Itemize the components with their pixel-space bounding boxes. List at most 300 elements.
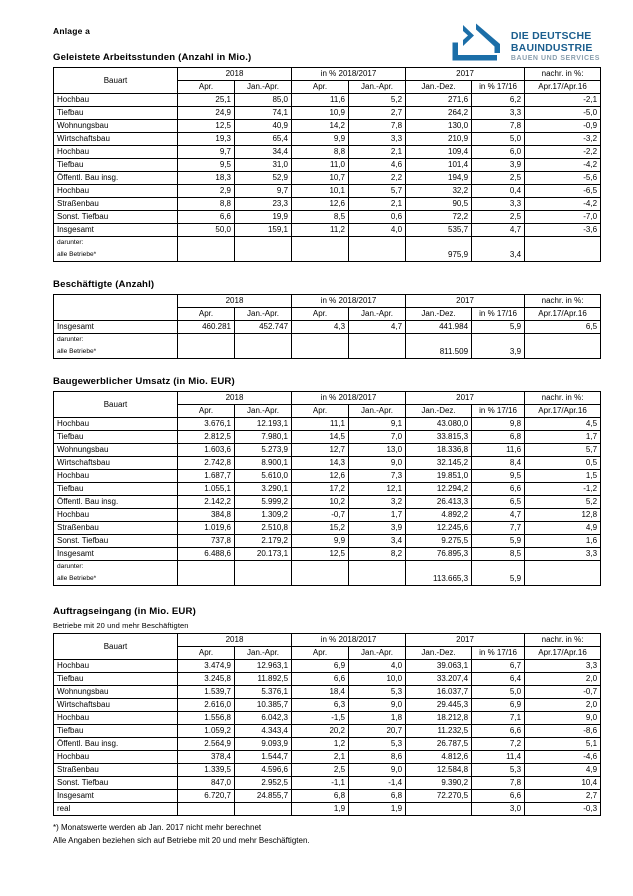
table-header-row-1 — [54, 68, 601, 81]
header-bauart: Bauart — [54, 68, 178, 94]
cell-value: 5,1 — [525, 738, 601, 751]
cell-value: 6,3 — [292, 699, 349, 712]
row-label: Tiefbau — [54, 107, 178, 120]
table-row-darunter — [54, 237, 601, 262]
cell-value: 5,9 — [472, 321, 525, 334]
header-nachr: nachr. in %: — [525, 392, 601, 405]
cell-value: 72,2 — [406, 211, 472, 224]
cell-value: 8,4 — [472, 457, 525, 470]
cell-value: 72.270,5 — [406, 790, 472, 803]
row-label: Wirtschaftsbau — [54, 699, 178, 712]
cell-value: -5,0 — [525, 107, 601, 120]
header-nachr: nachr. in %: — [525, 634, 601, 647]
section-subtitle: Betriebe mit 20 und mehr Beschäftigten — [53, 621, 189, 630]
cell-value: 7,3 — [349, 470, 406, 483]
cell-value: 1,7 — [525, 431, 601, 444]
footnote-2: Alle Angaben beziehen sich auf Betriebe mit 20 und mehr Beschäftigten. — [53, 836, 310, 845]
cell-value: 4,3 — [292, 321, 349, 334]
table-row — [54, 509, 601, 522]
cell-value: -4,2 — [525, 159, 601, 172]
cell-value: 6,6 — [472, 483, 525, 496]
table-row — [54, 470, 601, 483]
cell-value: 4.596,6 — [235, 764, 292, 777]
cell-value: 3,4 — [349, 535, 406, 548]
cell-value: 4,6 — [349, 159, 406, 172]
header-jandez-2017: Jan.-Dez. — [406, 81, 472, 94]
table-row — [54, 146, 601, 159]
cell-value: 11.892,5 — [235, 673, 292, 686]
cell-value: 17,2 — [292, 483, 349, 496]
cell-value: 5,7 — [349, 185, 406, 198]
cell-value: 1.055,1 — [178, 483, 235, 496]
header-apr17-apr16: Apr.17/Apr.16 — [525, 81, 601, 94]
header-empty — [54, 295, 178, 321]
cell-value: 101,4 — [406, 159, 472, 172]
cell-value: 3,3 — [472, 198, 525, 211]
row-label: Hochbau — [54, 470, 178, 483]
cell-value: 159,1 — [235, 224, 292, 237]
row-label: Insgesamt — [54, 224, 178, 237]
cell-value: 2,9 — [178, 185, 235, 198]
cell-value — [178, 803, 235, 816]
row-label: Hochbau — [54, 418, 178, 431]
table-row — [54, 198, 601, 211]
table-row — [54, 699, 601, 712]
header-2017: 2017 — [406, 392, 525, 405]
table-row — [54, 660, 601, 673]
cell-value: -2,2 — [525, 146, 601, 159]
row-label: Straßenbau — [54, 198, 178, 211]
cell-value: 20,7 — [349, 725, 406, 738]
cell-value: 5.376,1 — [235, 686, 292, 699]
cell-value: 1,9 — [292, 803, 349, 816]
header-nachr: nachr. in %: — [525, 295, 601, 308]
cell-value: 4.892,2 — [406, 509, 472, 522]
attachment-label: Anlage a — [53, 26, 91, 36]
cell-value — [235, 803, 292, 816]
cell-value: 10,9 — [292, 107, 349, 120]
cell-value: 6,6 — [292, 673, 349, 686]
cell-value: 26.787,5 — [406, 738, 472, 751]
section-title: Baugewerblicher Umsatz (in Mio. EUR) — [53, 376, 235, 387]
cell-value: -4,2 — [525, 198, 601, 211]
header-janapr-2018: Jan.-Apr. — [235, 81, 292, 94]
table-row — [54, 418, 601, 431]
cell-value: 3,2 — [349, 496, 406, 509]
header-apr17-apr16: Apr.17/Apr.16 — [525, 647, 601, 660]
cell-value — [525, 334, 601, 359]
cell-value: 1,7 — [349, 509, 406, 522]
cell-value: 130,0 — [406, 120, 472, 133]
header-janapr-2018: Jan.-Apr. — [235, 647, 292, 660]
row-label: Sonst. Tiefbau — [54, 535, 178, 548]
cell-value: 18,3 — [178, 172, 235, 185]
row-label: Öffentl. Bau insg. — [54, 738, 178, 751]
cell-value: 5,3 — [349, 738, 406, 751]
table-row-total — [54, 790, 601, 803]
cell-value: 7.980,1 — [235, 431, 292, 444]
row-label: Straßenbau — [54, 764, 178, 777]
row-label: darunter: alle Betriebe* — [54, 237, 178, 262]
cell-value: 6,9 — [292, 660, 349, 673]
cell-value: 12.294,2 — [406, 483, 472, 496]
cell-value: 6,8 — [472, 431, 525, 444]
cell-value: 10,1 — [292, 185, 349, 198]
header-nachr: nachr. in %: — [525, 68, 601, 81]
company-logo — [447, 22, 600, 64]
section-title: Beschäftigte (Anzahl) — [53, 279, 155, 290]
cell-value: 65,4 — [235, 133, 292, 146]
cell-value: 12.193,1 — [235, 418, 292, 431]
cell-value: 9,5 — [472, 470, 525, 483]
table-row — [54, 457, 601, 470]
cell-value: 2.179,2 — [235, 535, 292, 548]
cell-value: 12,6 — [292, 470, 349, 483]
cell-value: 6,4 — [472, 673, 525, 686]
cell-value: 18,4 — [292, 686, 349, 699]
cell-value: 3,3 — [525, 548, 601, 561]
cell-value: -4,6 — [525, 751, 601, 764]
cell-value: 5,9 — [472, 535, 525, 548]
table-row — [54, 496, 601, 509]
table-row — [54, 107, 601, 120]
header-apr-2018: Apr. — [178, 405, 235, 418]
cell-value: 1.539,7 — [178, 686, 235, 699]
header-apr-2018: Apr. — [178, 81, 235, 94]
logo-wordmark — [511, 22, 600, 64]
header-apr-pct: Apr. — [292, 81, 349, 94]
cell-value: 1.059,2 — [178, 725, 235, 738]
cell-value: 19.851,0 — [406, 470, 472, 483]
header-pct-17-16: in % 17/16 — [472, 405, 525, 418]
cell-value: 40,9 — [235, 120, 292, 133]
header-apr-pct: Apr. — [292, 647, 349, 660]
header-jandez-2017: Jan.-Dez. — [406, 647, 472, 660]
cell-value: 11.232,5 — [406, 725, 472, 738]
cell-value — [525, 237, 601, 262]
table-row — [54, 738, 601, 751]
cell-value: -6,5 — [525, 185, 601, 198]
cell-value: 76.895,3 — [406, 548, 472, 561]
cell-value: 4,7 — [349, 321, 406, 334]
row-label: Öffentl. Bau insg. — [54, 496, 178, 509]
table-row-darunter — [54, 561, 601, 586]
cell-value: 2,1 — [349, 198, 406, 211]
cell-value: 4,7 — [472, 224, 525, 237]
cell-value: 5.273,9 — [235, 444, 292, 457]
cell-value: 271,6 — [406, 94, 472, 107]
cell-value: -0,7 — [292, 509, 349, 522]
cell-value: 1,2 — [292, 738, 349, 751]
table-umsatz — [53, 391, 601, 586]
cell-value: 384,8 — [178, 509, 235, 522]
header-apr-2018: Apr. — [178, 647, 235, 660]
header-jandez-2017: Jan.-Dez. — [406, 308, 472, 321]
cell-value: 6.042,3 — [235, 712, 292, 725]
cell-value: 3,4 — [472, 237, 525, 262]
cell-value: 9,0 — [349, 699, 406, 712]
cell-value: 0,5 — [525, 457, 601, 470]
section-beschaeftigte — [0, 279, 633, 359]
cell-value: 1.556,8 — [178, 712, 235, 725]
cell-value: 847,0 — [178, 777, 235, 790]
cell-value: 34,4 — [235, 146, 292, 159]
cell-value: 4.812,6 — [406, 751, 472, 764]
table-row — [54, 211, 601, 224]
table-row — [54, 483, 601, 496]
cell-value: 8.900,1 — [235, 457, 292, 470]
cell-value: 10,2 — [292, 496, 349, 509]
cell-value: -0,7 — [525, 686, 601, 699]
cell-value: 6.488,6 — [178, 548, 235, 561]
cell-value: 0,4 — [472, 185, 525, 198]
table-body — [54, 660, 601, 816]
table-row-total — [54, 548, 601, 561]
cell-value: 16.037,7 — [406, 686, 472, 699]
table-row — [54, 172, 601, 185]
header-2018: 2018 — [178, 392, 292, 405]
footnotes — [0, 816, 633, 847]
cell-value: 4,7 — [472, 509, 525, 522]
cell-value: 113.665,3 — [406, 561, 472, 586]
cell-value — [349, 237, 406, 262]
cell-value: 6,5 — [472, 496, 525, 509]
cell-value: 2,5 — [472, 211, 525, 224]
cell-value: 6,9 — [472, 699, 525, 712]
table-row — [54, 444, 601, 457]
cell-value: 1.339,5 — [178, 764, 235, 777]
cell-value: -1,4 — [349, 777, 406, 790]
cell-value: 3,0 — [472, 803, 525, 816]
cell-value — [349, 561, 406, 586]
header-janapr-2018: Jan.-Apr. — [235, 308, 292, 321]
row-label: Insgesamt — [54, 548, 178, 561]
cell-value — [406, 803, 472, 816]
footnote-1: *) Monatswerte werden ab Jan. 2017 nicht mehr berechnet — [53, 823, 262, 832]
cell-value: -3,2 — [525, 133, 601, 146]
section-auftragseingang — [0, 606, 633, 816]
cell-value: 14,3 — [292, 457, 349, 470]
table-row-real — [54, 803, 601, 816]
cell-value: 31,0 — [235, 159, 292, 172]
cell-value: 23,3 — [235, 198, 292, 211]
cell-value: 1.544,7 — [235, 751, 292, 764]
cell-value: 3,9 — [472, 334, 525, 359]
cell-value: 52,9 — [235, 172, 292, 185]
cell-value: 811.509 — [406, 334, 472, 359]
cell-value: 9,0 — [525, 712, 601, 725]
cell-value: 12,5 — [178, 120, 235, 133]
logo-line-1: DIE DEUTSCHE — [510, 30, 592, 42]
cell-value — [178, 237, 235, 262]
cell-value: 29.445,3 — [406, 699, 472, 712]
header-apr-2018: Apr. — [178, 308, 235, 321]
cell-value: -1,2 — [525, 483, 601, 496]
cell-value: 19,9 — [235, 211, 292, 224]
header-apr17-apr16: Apr.17/Apr.16 — [525, 405, 601, 418]
cell-value: 7,7 — [472, 522, 525, 535]
cell-value: 1.603,6 — [178, 444, 235, 457]
cell-value: 32.145,2 — [406, 457, 472, 470]
cell-value: -0,3 — [525, 803, 601, 816]
cell-value: 2.510,8 — [235, 522, 292, 535]
cell-value: 3,3 — [349, 133, 406, 146]
cell-value: 20,2 — [292, 725, 349, 738]
cell-value: 10,0 — [349, 673, 406, 686]
cell-value: 6,2 — [472, 94, 525, 107]
cell-value: 25,1 — [178, 94, 235, 107]
table-row — [54, 751, 601, 764]
cell-value: 460.281 — [178, 321, 235, 334]
cell-value: 109,4 — [406, 146, 472, 159]
cell-value: 7,2 — [472, 738, 525, 751]
cell-value: 13,0 — [349, 444, 406, 457]
cell-value: 5,0 — [472, 133, 525, 146]
cell-value: 85,0 — [235, 94, 292, 107]
cell-value — [525, 561, 601, 586]
cell-value: 8,2 — [349, 548, 406, 561]
cell-value: -1,1 — [292, 777, 349, 790]
row-label: darunter: alle Betriebe* — [54, 561, 178, 586]
table-row — [54, 431, 601, 444]
header-pct-2018-2017: in % 2018/2017 — [292, 295, 406, 308]
cell-value: 18.336,8 — [406, 444, 472, 457]
cell-value: 18.212,8 — [406, 712, 472, 725]
cell-value: 1.687,7 — [178, 470, 235, 483]
cell-value: 24,9 — [178, 107, 235, 120]
cell-value — [235, 237, 292, 262]
cell-value: 43.080,0 — [406, 418, 472, 431]
row-label: Sonst. Tiefbau — [54, 211, 178, 224]
row-label: real — [54, 803, 178, 816]
cell-value: 5,7 — [525, 444, 601, 457]
row-label: Hochbau — [54, 146, 178, 159]
cell-value: 32,2 — [406, 185, 472, 198]
header-2017: 2017 — [406, 68, 525, 81]
cell-value: 3.676,1 — [178, 418, 235, 431]
cell-value: 441.984 — [406, 321, 472, 334]
cell-value: 7,1 — [472, 712, 525, 725]
table-row-total — [54, 321, 601, 334]
cell-value: 8,5 — [472, 548, 525, 561]
cell-value: 9,9 — [292, 535, 349, 548]
row-label: Tiefbau — [54, 159, 178, 172]
cell-value: 4,5 — [525, 418, 601, 431]
cell-value: 0,6 — [349, 211, 406, 224]
cell-value: 2,0 — [525, 673, 601, 686]
header-2018: 2018 — [178, 68, 292, 81]
cell-value: -5,6 — [525, 172, 601, 185]
table-row — [54, 185, 601, 198]
table-row-total — [54, 224, 601, 237]
cell-value: 452.747 — [235, 321, 292, 334]
cell-value: 11,6 — [292, 94, 349, 107]
cell-value: 6,5 — [525, 321, 601, 334]
header-apr17-apr16: Apr.17/Apr.16 — [525, 308, 601, 321]
cell-value: 5,3 — [349, 686, 406, 699]
row-label: Hochbau — [54, 751, 178, 764]
table-row — [54, 522, 601, 535]
cell-value: -3,6 — [525, 224, 601, 237]
cell-value: 6,6 — [178, 211, 235, 224]
cell-value: 2.564,9 — [178, 738, 235, 751]
header-jandez-2017: Jan.-Dez. — [406, 405, 472, 418]
cell-value: 12,1 — [349, 483, 406, 496]
table-row — [54, 159, 601, 172]
row-label: Hochbau — [54, 509, 178, 522]
cell-value: 8,8 — [178, 198, 235, 211]
cell-value: 9.275,5 — [406, 535, 472, 548]
table-header-row-1 — [54, 295, 601, 308]
cell-value: 535,7 — [406, 224, 472, 237]
header-pct-17-16: in % 17/16 — [472, 308, 525, 321]
row-label: Tiefbau — [54, 673, 178, 686]
section-title: Auftragseingang (in Mio. EUR) — [53, 606, 196, 617]
header-apr-pct: Apr. — [292, 405, 349, 418]
table-row — [54, 725, 601, 738]
row-label: Wohnungsbau — [54, 444, 178, 457]
row-label: Insgesamt — [54, 321, 178, 334]
cell-value: 33.207,4 — [406, 673, 472, 686]
cell-value: 5,2 — [525, 496, 601, 509]
header-janapr-pct: Jan.-Apr. — [349, 81, 406, 94]
cell-value: 2.616,0 — [178, 699, 235, 712]
cell-value: 5,3 — [472, 764, 525, 777]
header-janapr-pct: Jan.-Apr. — [349, 405, 406, 418]
cell-value — [178, 561, 235, 586]
table-row — [54, 673, 601, 686]
cell-value: 3,3 — [525, 660, 601, 673]
table-body — [54, 321, 601, 359]
header-bauart: Bauart — [54, 392, 178, 418]
cell-value: 3.474,9 — [178, 660, 235, 673]
cell-value: 9,7 — [178, 146, 235, 159]
cell-value: 4.343,4 — [235, 725, 292, 738]
cell-value: 7,0 — [349, 431, 406, 444]
cell-value: 9,8 — [472, 418, 525, 431]
section-title: Geleistete Arbeitsstunden (Anzahl in Mio.) — [53, 52, 252, 63]
cell-value: -7,0 — [525, 211, 601, 224]
cell-value: 6,6 — [472, 790, 525, 803]
cell-value: 12.963,1 — [235, 660, 292, 673]
header-pct-2018-2017: in % 2018/2017 — [292, 634, 406, 647]
cell-value: 1,8 — [349, 712, 406, 725]
cell-value: 12,6 — [292, 198, 349, 211]
cell-value: 5,0 — [472, 686, 525, 699]
cell-value: 5,2 — [349, 94, 406, 107]
cell-value: 2.952,5 — [235, 777, 292, 790]
table-row — [54, 133, 601, 146]
cell-value: 9.390,2 — [406, 777, 472, 790]
cell-value: 19,3 — [178, 133, 235, 146]
cell-value: 2,5 — [472, 172, 525, 185]
cell-value: 8,8 — [292, 146, 349, 159]
cell-value: 9,7 — [235, 185, 292, 198]
cell-value: 2.142,2 — [178, 496, 235, 509]
cell-value: 2.742,8 — [178, 457, 235, 470]
row-label: Hochbau — [54, 185, 178, 198]
cell-value: 12.245,6 — [406, 522, 472, 535]
cell-value: 5.999,2 — [235, 496, 292, 509]
logo-line-2: BAUINDUSTRIE — [510, 41, 593, 54]
header-pct-17-16: in % 17/16 — [472, 647, 525, 660]
cell-value — [292, 334, 349, 359]
cell-value: 2,5 — [292, 764, 349, 777]
table-row-darunter — [54, 334, 601, 359]
header-2017: 2017 — [406, 634, 525, 647]
header-janapr-pct: Jan.-Apr. — [349, 647, 406, 660]
cell-value: 4,9 — [525, 764, 601, 777]
